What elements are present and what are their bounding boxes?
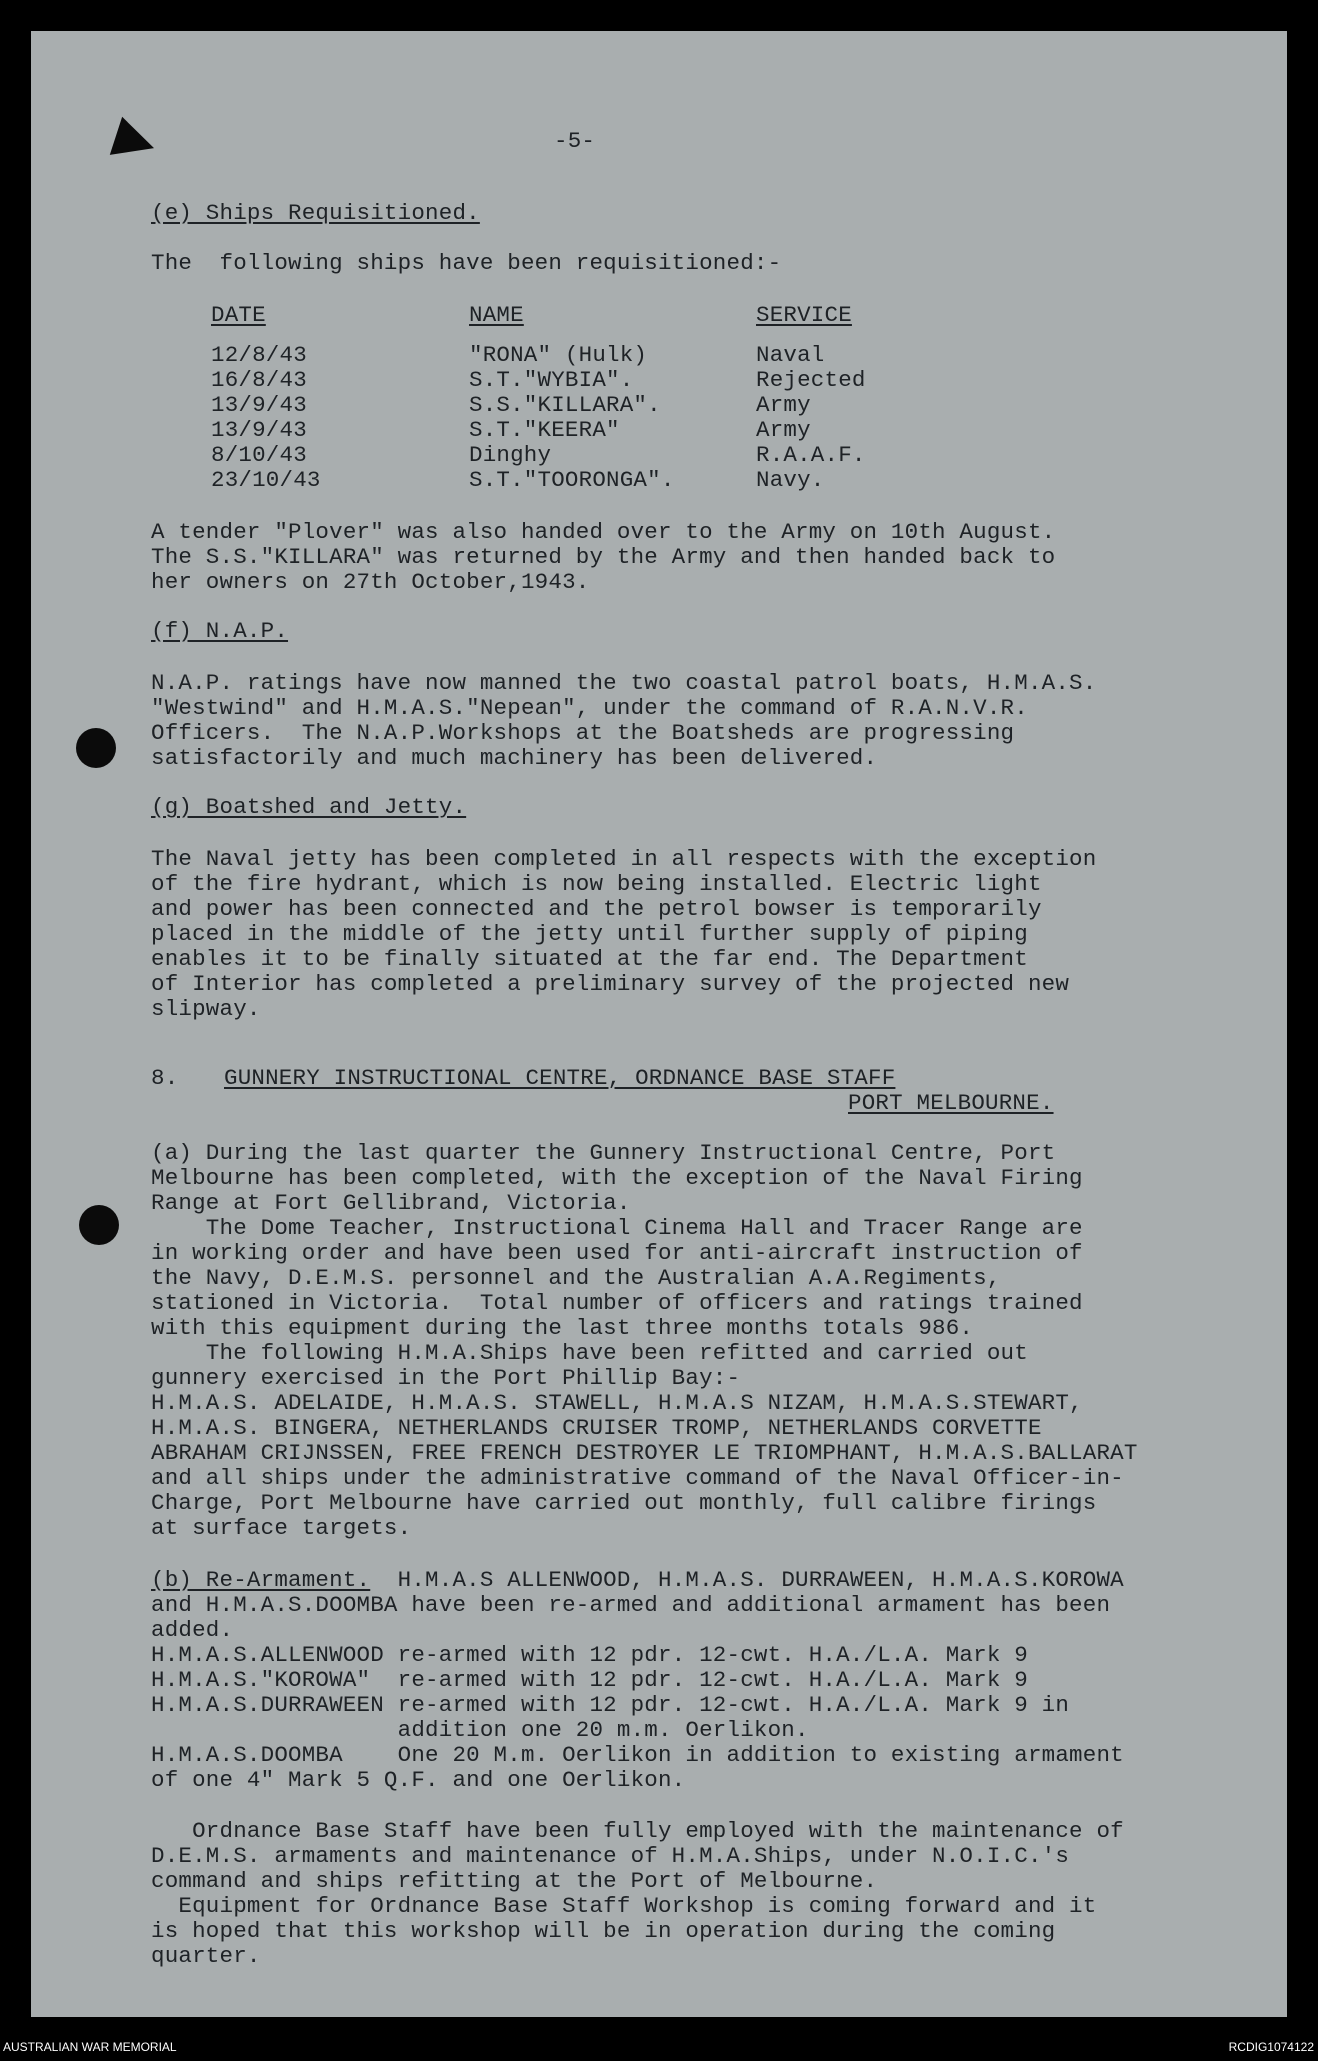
para-a-line: gunnery exercised in the Port Phillip Bay:- bbox=[151, 1365, 741, 1391]
table-cell: S.T."KEERA" bbox=[469, 417, 620, 443]
para-b-line: H.M.A.S.DOOMBA One 20 M.m. Oerlikon in addition to existing armament bbox=[151, 1742, 1124, 1768]
para-b-line: added. bbox=[151, 1617, 234, 1643]
para-b-line: of one 4" Mark 5 Q.F. and one Oerlikon. bbox=[151, 1767, 686, 1793]
section-f-heading: (f) N.A.P. bbox=[151, 618, 289, 644]
page-number: -5- bbox=[554, 128, 596, 154]
section-g-heading: (g) Boatshed and Jetty. bbox=[151, 794, 467, 820]
para-a-line: H.M.A.S. ADELAIDE, H.M.A.S. STAWELL, H.M.A.S NIZAM, H.M.A.S.STEWART, bbox=[151, 1390, 1083, 1416]
punch-hole-upper bbox=[76, 728, 116, 768]
table-cell: Army bbox=[756, 392, 811, 418]
para-a-line: with this equipment during the last three months totals 986. bbox=[151, 1315, 974, 1341]
para-c-line: quarter. bbox=[151, 1943, 261, 1969]
section-g-line: of Interior has completed a preliminary survey of the projected new bbox=[151, 971, 1070, 997]
para-a-line: The Dome Teacher, Instructional Cinema Hall and Tracer Range are bbox=[151, 1215, 1083, 1241]
section-g-line: and power has been connected and the petrol bowser is temporarily bbox=[151, 896, 1042, 922]
para-a-line: H.M.A.S. BINGERA, NETHERLANDS CRUISER TROMP, NETHERLANDS CORVETTE bbox=[151, 1415, 1042, 1441]
table-cell: 13/9/43 bbox=[211, 392, 307, 418]
para-a-line: Charge, Port Melbourne have carried out monthly, full calibre firings bbox=[151, 1490, 1097, 1516]
section-f-line: N.A.P. ratings have now manned the two coastal patrol boats, H.M.A.S. bbox=[151, 670, 1097, 696]
col-name-header: NAME bbox=[469, 302, 524, 328]
table-cell: 13/9/43 bbox=[211, 417, 307, 443]
para-a-line: ABRAHAM CRIJNSSEN, FREE FRENCH DESTROYER LE TRIOMPHANT, H.M.A.S.BALLARAT bbox=[151, 1440, 1138, 1466]
section-e-intro: The following ships have been requisitioned:- bbox=[151, 250, 782, 276]
table-cell: 8/10/43 bbox=[211, 442, 307, 468]
section-e-note-line: A tender "Plover" was also handed over to the Army on 10th August. bbox=[151, 519, 1056, 545]
section-e-note-line: The S.S."KILLARA" was returned by the Army and then handed back to bbox=[151, 544, 1056, 570]
col-date-header: DATE bbox=[211, 302, 266, 328]
section-8-heading-line2: PORT MELBOURNE. bbox=[848, 1090, 1054, 1116]
col-service-header: SERVICE bbox=[756, 302, 852, 328]
para-a-line: The following H.M.A.Ships have been refitted and carried out bbox=[151, 1340, 1028, 1366]
table-cell: 12/8/43 bbox=[211, 342, 307, 368]
para-b-line: addition one 20 m.m. Oerlikon. bbox=[151, 1717, 809, 1743]
table-cell: Army bbox=[756, 417, 811, 443]
table-cell: S.S."KILLARA". bbox=[469, 392, 661, 418]
para-c-line: Equipment for Ordnance Base Staff Workshop is coming forward and it bbox=[151, 1893, 1097, 1919]
para-c-line: command and ships refitting at the Port of Melbourne. bbox=[151, 1868, 878, 1894]
section-e-heading: (e) Ships Requisitioned. bbox=[151, 200, 480, 226]
footer-credit: AUSTRALIAN WAR MEMORIAL bbox=[3, 2040, 177, 2054]
para-a-line: (a) During the last quarter the Gunnery Instructional Centre, Port bbox=[151, 1140, 1056, 1166]
table-cell: Dinghy bbox=[469, 442, 552, 468]
section-g-line: of the fire hydrant, which is now being installed. Electric light bbox=[151, 871, 1042, 897]
section-f-line: "Westwind" and H.M.A.S."Nepean", under the command of R.A.N.V.R. bbox=[151, 695, 1028, 721]
para-b-first-line bbox=[151, 1568, 1124, 1593]
table-cell: Rejected bbox=[756, 367, 866, 393]
footer-record-id: RCDIG1074122 bbox=[1228, 2040, 1314, 2054]
table-cell: R.A.A.F. bbox=[756, 442, 866, 468]
section-8-number: 8. bbox=[151, 1065, 179, 1091]
section-e-note-line: her owners on 27th October,1943. bbox=[151, 569, 590, 595]
para-c-line: D.E.M.S. armaments and maintenance of H.M.A.Ships, under N.O.I.C.'s bbox=[151, 1843, 1070, 1869]
table-cell: "RONA" (Hulk) bbox=[469, 342, 648, 368]
table-cell: 23/10/43 bbox=[211, 467, 321, 493]
table-cell: S.T."WYBIA". bbox=[469, 367, 634, 393]
para-a-line: at surface targets. bbox=[151, 1515, 412, 1541]
table-cell: 16/8/43 bbox=[211, 367, 307, 393]
para-a-line: Melbourne has been completed, with the exception of the Naval Firing bbox=[151, 1165, 1083, 1191]
table-cell: S.T."TOORONGA". bbox=[469, 467, 675, 493]
table-cell: Navy. bbox=[756, 467, 825, 493]
para-b-line: H.M.A.S."KOROWA" re-armed with 12 pdr. 12-cwt. H.A./L.A. Mark 9 bbox=[151, 1667, 1028, 1693]
section-g-line: The Naval jetty has been completed in all respects with the exception bbox=[151, 846, 1097, 872]
para-c-line: is hoped that this workshop will be in operation during the coming bbox=[151, 1918, 1056, 1944]
para-b-line: H.M.A.S.ALLENWOOD re-armed with 12 pdr. 12-cwt. H.A./L.A. Mark 9 bbox=[151, 1642, 1028, 1668]
para-a-line: stationed in Victoria. Total number of officers and ratings trained bbox=[151, 1290, 1083, 1316]
section-f-line: Officers. The N.A.P.Workshops at the Boatsheds are progressing bbox=[151, 720, 1015, 746]
para-a-line: the Navy, D.E.M.S. personnel and the Australian A.A.Regiments, bbox=[151, 1265, 1001, 1291]
section-g-line: slipway. bbox=[151, 996, 261, 1022]
section-g-line: placed in the middle of the jetty until further supply of piping bbox=[151, 921, 1028, 947]
para-b-line: and H.M.A.S.DOOMBA have been re-armed and additional armament has been bbox=[151, 1592, 1111, 1618]
para-a-line: in working order and have been used for anti-aircraft instruction of bbox=[151, 1240, 1083, 1266]
para-a-line: and all ships under the administrative command of the Naval Officer-in- bbox=[151, 1465, 1124, 1491]
punch-hole-lower bbox=[79, 1205, 119, 1245]
para-c-line: Ordnance Base Staff have been fully employed with the maintenance of bbox=[151, 1818, 1124, 1844]
para-b-first-text: H.M.A.S ALLENWOOD, H.M.A.S. DURRAWEEN, H.M.A.S.KOROWA bbox=[370, 1567, 1124, 1593]
para-b-heading: (b) Re-Armament. bbox=[151, 1567, 371, 1593]
table-cell: Naval bbox=[756, 342, 825, 368]
torn-corner bbox=[110, 117, 160, 167]
section-f-line: satisfactorily and much machinery has been delivered. bbox=[151, 745, 878, 771]
para-a-line: Range at Fort Gellibrand, Victoria. bbox=[151, 1190, 631, 1216]
section-8-heading: GUNNERY INSTRUCTIONAL CENTRE, ORDNANCE BASE STAFF bbox=[224, 1065, 896, 1091]
document-page bbox=[31, 31, 1287, 2017]
para-b-line: H.M.A.S.DURRAWEEN re-armed with 12 pdr. 12-cwt. H.A./L.A. Mark 9 in bbox=[151, 1692, 1070, 1718]
section-g-line: enables it to be finally situated at the far end. The Department bbox=[151, 946, 1028, 972]
